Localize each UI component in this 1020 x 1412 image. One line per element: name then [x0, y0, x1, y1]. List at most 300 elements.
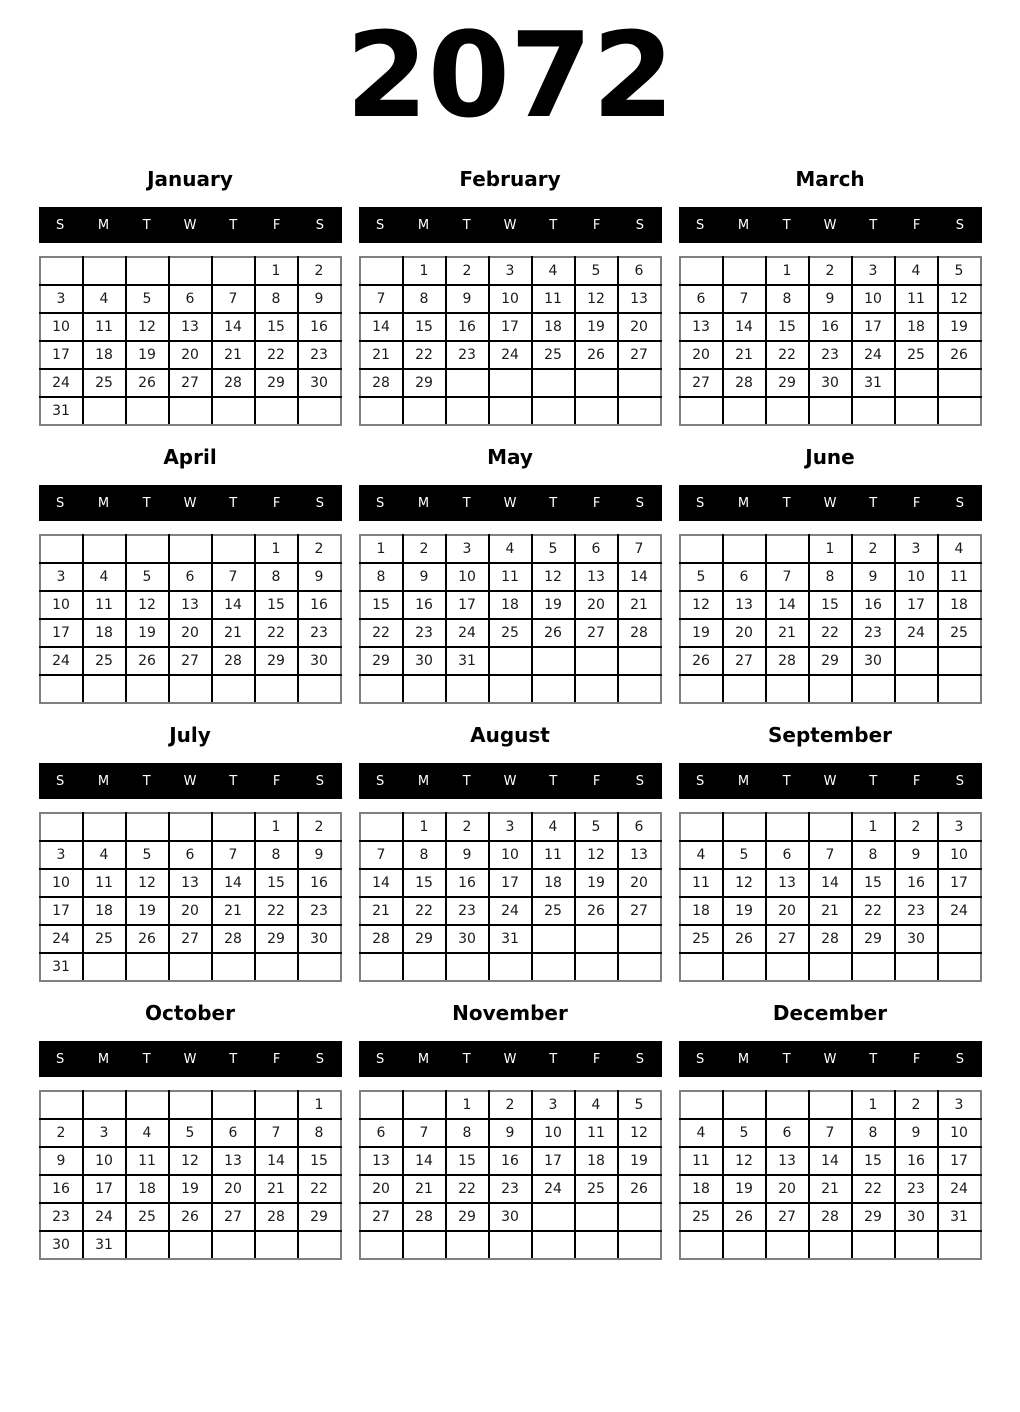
- week-row: [40, 1091, 341, 1119]
- day-cell: 7: [212, 563, 255, 591]
- day-cell-empty: [766, 1231, 809, 1259]
- day-cell: 26: [723, 925, 766, 953]
- weekday-letter: S: [955, 495, 964, 511]
- day-cell: 24: [40, 369, 83, 397]
- day-cell-empty: [766, 675, 809, 703]
- day-cell: 11: [489, 563, 532, 591]
- day-cell: 21: [809, 1175, 852, 1203]
- day-cell: 29: [403, 925, 446, 953]
- week-row: [680, 369, 981, 397]
- week-row: [680, 1091, 981, 1119]
- day-cell-empty: [446, 675, 489, 703]
- day-cell: 27: [169, 647, 212, 675]
- day-cell-empty: [895, 953, 938, 981]
- day-cell-empty: [446, 1231, 489, 1259]
- day-cell-empty: [766, 1091, 809, 1119]
- weekday-letter: S: [635, 217, 644, 233]
- week-row: [680, 1231, 981, 1259]
- week-row: [40, 1147, 341, 1175]
- day-cell: 13: [766, 1147, 809, 1175]
- day-cell: 25: [680, 925, 723, 953]
- weekday-letter: F: [592, 217, 601, 233]
- day-cell-empty: [212, 1091, 255, 1119]
- day-cell-empty: [618, 1203, 661, 1231]
- day-cell: 14: [212, 313, 255, 341]
- day-cell-empty: [489, 953, 532, 981]
- day-cell: 27: [212, 1203, 255, 1231]
- day-cell: 29: [403, 369, 446, 397]
- day-cell: 26: [723, 1203, 766, 1231]
- day-cell: 19: [126, 619, 169, 647]
- day-cell: 14: [360, 313, 403, 341]
- weekday-letter: S: [376, 773, 385, 789]
- day-cell: 10: [852, 285, 895, 313]
- day-cell: 13: [360, 1147, 403, 1175]
- day-cell-empty: [723, 675, 766, 703]
- day-cell-empty: [489, 369, 532, 397]
- week-row: [40, 1203, 341, 1231]
- day-cell: 15: [298, 1147, 341, 1175]
- weekday-letter: W: [183, 1051, 197, 1067]
- day-cell: 30: [298, 647, 341, 675]
- weekday-letter: S: [635, 495, 644, 511]
- month-grid: [359, 1090, 662, 1260]
- day-cell: 2: [40, 1119, 83, 1147]
- day-cell-empty: [938, 925, 981, 953]
- day-cell-empty: [169, 1231, 212, 1259]
- day-cell-empty: [532, 1203, 575, 1231]
- month-grid-body: [680, 535, 981, 703]
- week-row: [680, 1175, 981, 1203]
- day-cell: 16: [809, 313, 852, 341]
- day-cell: 22: [298, 1175, 341, 1203]
- day-cell: 25: [680, 1203, 723, 1231]
- week-row: [360, 841, 661, 869]
- day-cell: 17: [446, 591, 489, 619]
- day-cell-empty: [723, 953, 766, 981]
- week-row: [680, 563, 981, 591]
- weekday-letter: F: [592, 495, 601, 511]
- day-cell: 9: [852, 563, 895, 591]
- day-cell: 24: [895, 619, 938, 647]
- weekday-letter: T: [142, 217, 151, 233]
- day-cell-empty: [680, 813, 723, 841]
- day-cell-empty: [809, 675, 852, 703]
- day-cell-empty: [895, 397, 938, 425]
- day-cell-empty: [298, 675, 341, 703]
- weekday-letter: S: [696, 495, 705, 511]
- day-cell: 30: [298, 925, 341, 953]
- weekday-letter: S: [315, 1051, 324, 1067]
- day-cell: 25: [532, 897, 575, 925]
- week-row: [680, 813, 981, 841]
- week-row: [360, 647, 661, 675]
- day-cell: 23: [298, 619, 341, 647]
- day-cell: 30: [852, 647, 895, 675]
- day-cell: 27: [680, 369, 723, 397]
- day-cell: 13: [766, 869, 809, 897]
- day-cell-empty: [618, 647, 661, 675]
- month-grid-body: [360, 535, 661, 703]
- day-cell: 7: [618, 535, 661, 563]
- year-title: 2072: [345, 6, 675, 144]
- day-cell-empty: [298, 953, 341, 981]
- month-title: January: [147, 166, 233, 191]
- day-cell: 23: [298, 341, 341, 369]
- day-cell: 1: [852, 1091, 895, 1119]
- week-row: [40, 619, 341, 647]
- day-cell: 18: [83, 897, 126, 925]
- day-cell: 30: [40, 1231, 83, 1259]
- day-cell: 11: [532, 285, 575, 313]
- day-cell: 9: [446, 841, 489, 869]
- day-cell: 31: [83, 1231, 126, 1259]
- day-cell: 7: [809, 1119, 852, 1147]
- day-cell: 1: [360, 535, 403, 563]
- weekday-letter: S: [696, 773, 705, 789]
- month-grid-body: [360, 813, 661, 981]
- day-cell-empty: [809, 1231, 852, 1259]
- day-cell: 7: [255, 1119, 298, 1147]
- day-cell-empty: [532, 1231, 575, 1259]
- weekday-letter: S: [56, 495, 65, 511]
- day-cell-empty: [255, 1231, 298, 1259]
- day-cell: 9: [895, 1119, 938, 1147]
- weekday-letter: T: [549, 773, 558, 789]
- day-cell-empty: [360, 1231, 403, 1259]
- day-cell: 6: [169, 285, 212, 313]
- weekday-letter: T: [869, 495, 878, 511]
- day-cell: 28: [809, 1203, 852, 1231]
- day-cell: 9: [809, 285, 852, 313]
- weekday-letter: W: [823, 773, 837, 789]
- weekday-letter: M: [97, 1051, 110, 1067]
- day-cell: 22: [360, 619, 403, 647]
- day-cell: 2: [298, 813, 341, 841]
- weekday-letter: W: [183, 217, 197, 233]
- day-cell: 16: [298, 591, 341, 619]
- day-cell: 5: [938, 257, 981, 285]
- day-cell: 10: [532, 1119, 575, 1147]
- day-cell: 25: [126, 1203, 169, 1231]
- day-cell: 19: [723, 897, 766, 925]
- month-grid-body: [360, 1091, 661, 1259]
- weekday-header-bar: [39, 763, 342, 799]
- day-cell: 14: [255, 1147, 298, 1175]
- day-cell: 12: [723, 869, 766, 897]
- day-cell: 13: [618, 285, 661, 313]
- day-cell: 25: [489, 619, 532, 647]
- day-cell: 8: [809, 563, 852, 591]
- day-cell: 10: [489, 841, 532, 869]
- day-cell: 27: [723, 647, 766, 675]
- week-row: [680, 341, 981, 369]
- day-cell: 20: [766, 897, 809, 925]
- day-cell-empty: [680, 1231, 723, 1259]
- day-cell-empty: [575, 675, 618, 703]
- day-cell-empty: [169, 813, 212, 841]
- month-block-august: [359, 706, 662, 982]
- day-cell: 5: [618, 1091, 661, 1119]
- week-row: [40, 563, 341, 591]
- day-cell-empty: [83, 813, 126, 841]
- day-cell: 16: [40, 1175, 83, 1203]
- day-cell: 2: [298, 535, 341, 563]
- day-cell: 8: [852, 1119, 895, 1147]
- day-cell: 23: [446, 341, 489, 369]
- weekday-letter: T: [782, 1051, 791, 1067]
- day-cell: 26: [169, 1203, 212, 1231]
- day-cell-empty: [83, 535, 126, 563]
- weekday-letter: F: [592, 773, 601, 789]
- week-row: [40, 341, 341, 369]
- day-cell: 17: [40, 341, 83, 369]
- day-cell: 24: [938, 897, 981, 925]
- day-cell: 7: [360, 841, 403, 869]
- day-cell: 1: [766, 257, 809, 285]
- week-row: [680, 619, 981, 647]
- month-block-november: [359, 984, 662, 1260]
- day-cell: 19: [126, 897, 169, 925]
- weekday-letter: T: [782, 495, 791, 511]
- day-cell: 4: [489, 535, 532, 563]
- day-cell: 30: [809, 369, 852, 397]
- day-cell: 30: [446, 925, 489, 953]
- day-cell: 17: [532, 1147, 575, 1175]
- day-cell: 19: [532, 591, 575, 619]
- day-cell-empty: [575, 953, 618, 981]
- day-cell: 6: [212, 1119, 255, 1147]
- day-cell: 17: [40, 619, 83, 647]
- month-grid: [39, 534, 342, 704]
- day-cell: 21: [212, 341, 255, 369]
- day-cell: 20: [575, 591, 618, 619]
- day-cell: 22: [403, 897, 446, 925]
- day-cell: 9: [298, 285, 341, 313]
- day-cell: 24: [40, 925, 83, 953]
- day-cell: 1: [255, 535, 298, 563]
- day-cell: 28: [403, 1203, 446, 1231]
- day-cell: 13: [169, 591, 212, 619]
- day-cell: 30: [895, 925, 938, 953]
- day-cell: 21: [212, 619, 255, 647]
- weekday-letter: S: [315, 217, 324, 233]
- day-cell: 16: [895, 869, 938, 897]
- day-cell: 29: [255, 925, 298, 953]
- weekday-letter: F: [592, 1051, 601, 1067]
- week-row: [40, 397, 341, 425]
- day-cell: 5: [126, 285, 169, 313]
- week-row: [360, 1175, 661, 1203]
- day-cell-empty: [532, 675, 575, 703]
- day-cell-empty: [126, 813, 169, 841]
- weekday-letter: S: [376, 495, 385, 511]
- day-cell: 28: [618, 619, 661, 647]
- day-cell-empty: [489, 647, 532, 675]
- day-cell: 15: [403, 869, 446, 897]
- week-row: [40, 647, 341, 675]
- day-cell-empty: [169, 675, 212, 703]
- month-title: July: [169, 722, 211, 747]
- day-cell: 27: [618, 897, 661, 925]
- day-cell: 26: [575, 341, 618, 369]
- day-cell: 6: [766, 841, 809, 869]
- day-cell-empty: [895, 1231, 938, 1259]
- day-cell: 10: [489, 285, 532, 313]
- day-cell: 6: [618, 813, 661, 841]
- day-cell-empty: [618, 369, 661, 397]
- day-cell: 3: [83, 1119, 126, 1147]
- week-row: [360, 675, 661, 703]
- day-cell: 23: [895, 1175, 938, 1203]
- day-cell-empty: [618, 953, 661, 981]
- day-cell-empty: [680, 535, 723, 563]
- day-cell: 5: [723, 1119, 766, 1147]
- day-cell: 27: [766, 1203, 809, 1231]
- day-cell: 11: [83, 313, 126, 341]
- day-cell: 23: [40, 1203, 83, 1231]
- day-cell: 15: [809, 591, 852, 619]
- week-row: [680, 1147, 981, 1175]
- month-grid-body: [680, 1091, 981, 1259]
- weekday-letter: F: [912, 217, 921, 233]
- day-cell: 13: [169, 313, 212, 341]
- weekday-letter: T: [142, 1051, 151, 1067]
- day-cell: 27: [766, 925, 809, 953]
- day-cell: 3: [40, 841, 83, 869]
- day-cell: 18: [489, 591, 532, 619]
- day-cell: 23: [298, 897, 341, 925]
- day-cell: 28: [723, 369, 766, 397]
- day-cell: 21: [618, 591, 661, 619]
- day-cell: 5: [126, 841, 169, 869]
- day-cell-empty: [723, 1091, 766, 1119]
- day-cell: 9: [40, 1147, 83, 1175]
- day-cell: 20: [723, 619, 766, 647]
- day-cell-empty: [83, 397, 126, 425]
- day-cell: 24: [489, 897, 532, 925]
- day-cell: 25: [532, 341, 575, 369]
- day-cell: 24: [489, 341, 532, 369]
- week-row: [680, 535, 981, 563]
- day-cell-empty: [126, 1231, 169, 1259]
- day-cell-empty: [680, 953, 723, 981]
- day-cell-empty: [532, 369, 575, 397]
- month-block-october: [39, 984, 342, 1260]
- day-cell-empty: [532, 925, 575, 953]
- day-cell: 12: [532, 563, 575, 591]
- week-row: [360, 1147, 661, 1175]
- day-cell-empty: [895, 369, 938, 397]
- day-cell-empty: [680, 257, 723, 285]
- day-cell: 29: [255, 647, 298, 675]
- day-cell: 12: [126, 869, 169, 897]
- day-cell: 10: [40, 869, 83, 897]
- week-row: [360, 563, 661, 591]
- weekday-letter: S: [315, 495, 324, 511]
- day-cell: 18: [938, 591, 981, 619]
- day-cell-empty: [618, 925, 661, 953]
- day-cell: 4: [575, 1091, 618, 1119]
- day-cell: 22: [255, 619, 298, 647]
- weekday-letter: F: [272, 1051, 281, 1067]
- day-cell: 14: [766, 591, 809, 619]
- day-cell: 28: [212, 369, 255, 397]
- day-cell: 5: [680, 563, 723, 591]
- week-row: [680, 897, 981, 925]
- weekday-header-bar: [359, 1041, 662, 1077]
- day-cell-empty: [40, 675, 83, 703]
- month-grid: [359, 256, 662, 426]
- weekday-letter: M: [737, 217, 750, 233]
- weekday-letter: M: [737, 495, 750, 511]
- day-cell: 15: [403, 313, 446, 341]
- weekday-letter: S: [56, 217, 65, 233]
- day-cell: 14: [723, 313, 766, 341]
- week-row: [40, 675, 341, 703]
- day-cell: 17: [938, 1147, 981, 1175]
- day-cell-empty: [126, 953, 169, 981]
- week-row: [680, 647, 981, 675]
- day-cell: 9: [895, 841, 938, 869]
- day-cell: 23: [895, 897, 938, 925]
- weekday-letter: T: [229, 495, 238, 511]
- day-cell-empty: [575, 647, 618, 675]
- day-cell: 22: [766, 341, 809, 369]
- day-cell: 27: [575, 619, 618, 647]
- day-cell: 28: [255, 1203, 298, 1231]
- weekday-letter: S: [696, 217, 705, 233]
- day-cell-empty: [680, 675, 723, 703]
- day-cell: 7: [809, 841, 852, 869]
- day-cell: 21: [360, 341, 403, 369]
- day-cell: 13: [212, 1147, 255, 1175]
- month-grid: [39, 256, 342, 426]
- day-cell: 15: [255, 313, 298, 341]
- day-cell-empty: [723, 535, 766, 563]
- day-cell: 25: [83, 925, 126, 953]
- day-cell: 10: [895, 563, 938, 591]
- day-cell-empty: [938, 397, 981, 425]
- day-cell: 15: [360, 591, 403, 619]
- day-cell: 15: [766, 313, 809, 341]
- month-grid-body: [40, 257, 341, 425]
- month-block-february: [359, 150, 662, 426]
- day-cell: 21: [766, 619, 809, 647]
- weekday-letter: F: [912, 1051, 921, 1067]
- week-row: [360, 1231, 661, 1259]
- day-cell: 5: [575, 813, 618, 841]
- day-cell: 12: [575, 841, 618, 869]
- day-cell: 13: [680, 313, 723, 341]
- day-cell: 4: [83, 841, 126, 869]
- weekday-letter: W: [183, 495, 197, 511]
- day-cell: 3: [852, 257, 895, 285]
- day-cell-empty: [489, 1231, 532, 1259]
- day-cell: 22: [809, 619, 852, 647]
- day-cell-empty: [532, 647, 575, 675]
- week-row: [360, 869, 661, 897]
- day-cell: 9: [298, 841, 341, 869]
- day-cell: 25: [83, 647, 126, 675]
- day-cell: 3: [40, 285, 83, 313]
- weekday-letter: S: [315, 773, 324, 789]
- day-cell: 21: [360, 897, 403, 925]
- day-cell-empty: [360, 397, 403, 425]
- day-cell: 13: [169, 869, 212, 897]
- day-cell: 13: [618, 841, 661, 869]
- day-cell: 8: [403, 841, 446, 869]
